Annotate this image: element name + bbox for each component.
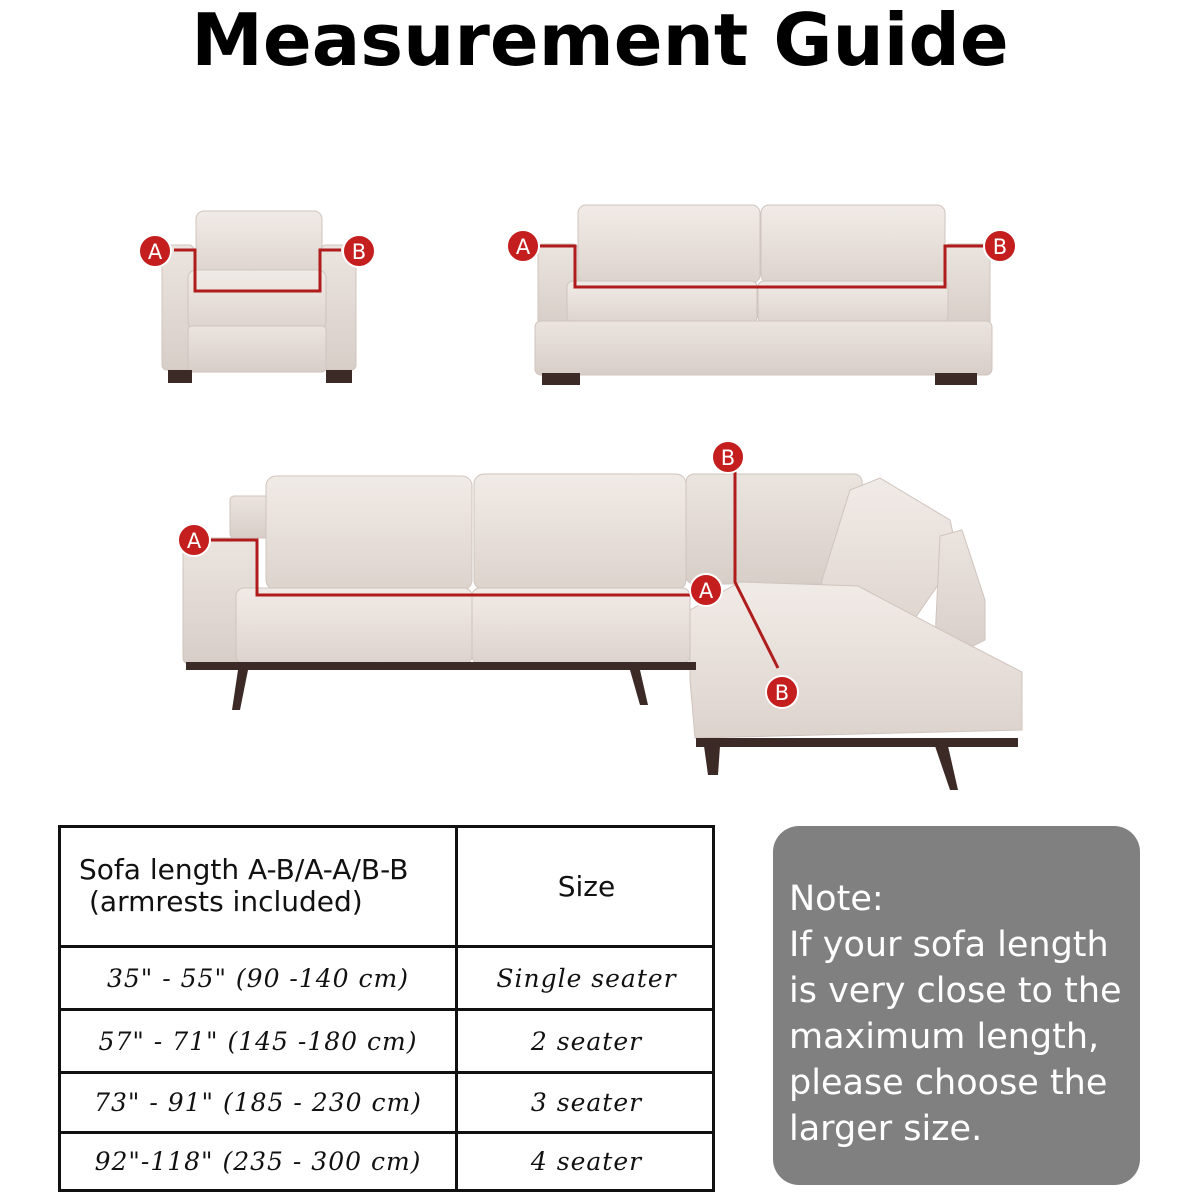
note-line: maximum length, [789, 1017, 1100, 1057]
svg-text:B: B [351, 240, 367, 264]
badge-a [507, 230, 539, 262]
page-title: Measurement Guide [191, 0, 1009, 82]
svg-text:A: A [186, 529, 202, 553]
note-line: If your sofa length [789, 925, 1109, 965]
size-table [58, 825, 715, 1192]
svg-text:A: A [515, 235, 531, 259]
size-cell: 3 seater [530, 1088, 643, 1117]
table-row [61, 1134, 712, 1189]
length-cell: 92"-118" (235 - 300 cm) [61, 1134, 458, 1189]
badge-a [690, 574, 722, 606]
size-cell: 4 seater [530, 1147, 643, 1176]
svg-text:A: A [147, 240, 163, 264]
armchair-illustration [162, 211, 356, 383]
length-cell: 57" - 71" (145 -180 cm) [61, 1011, 458, 1071]
length-header [61, 828, 458, 945]
table-header-row [61, 828, 712, 948]
svg-text:B: B [774, 681, 790, 705]
badge-a [139, 235, 171, 267]
badge-a [178, 524, 210, 556]
table-row [61, 1011, 712, 1074]
svg-text:B: B [720, 446, 736, 470]
note-line: Note: [789, 879, 884, 919]
note-box [773, 826, 1140, 1185]
three-seat-sofa-illustration [535, 205, 992, 385]
size-cell: Single seater [496, 963, 677, 993]
badge-b [343, 235, 375, 267]
length-header-line1: Sofa length A-B/A-A/B-B [79, 852, 409, 886]
table-row [61, 1074, 712, 1134]
svg-text:B: B [992, 235, 1008, 259]
note-line: is very close to the [789, 971, 1122, 1011]
length-header-line2: (armrests included) [89, 884, 363, 918]
badge-b [766, 676, 798, 708]
badge-b [712, 441, 744, 473]
length-cell: 35" - 55" (90 -140 cm) [61, 948, 458, 1008]
table-row [61, 948, 712, 1011]
sectional-sofa-illustration [183, 470, 1022, 790]
badge-b [984, 230, 1016, 262]
svg-text:A: A [698, 579, 714, 603]
size-header: Size [557, 870, 616, 903]
length-cell: 73" - 91" (185 - 230 cm) [61, 1074, 458, 1131]
note-line: please choose the [789, 1063, 1108, 1103]
note-line: larger size. [789, 1109, 983, 1149]
size-cell: 2 seater [530, 1026, 643, 1056]
